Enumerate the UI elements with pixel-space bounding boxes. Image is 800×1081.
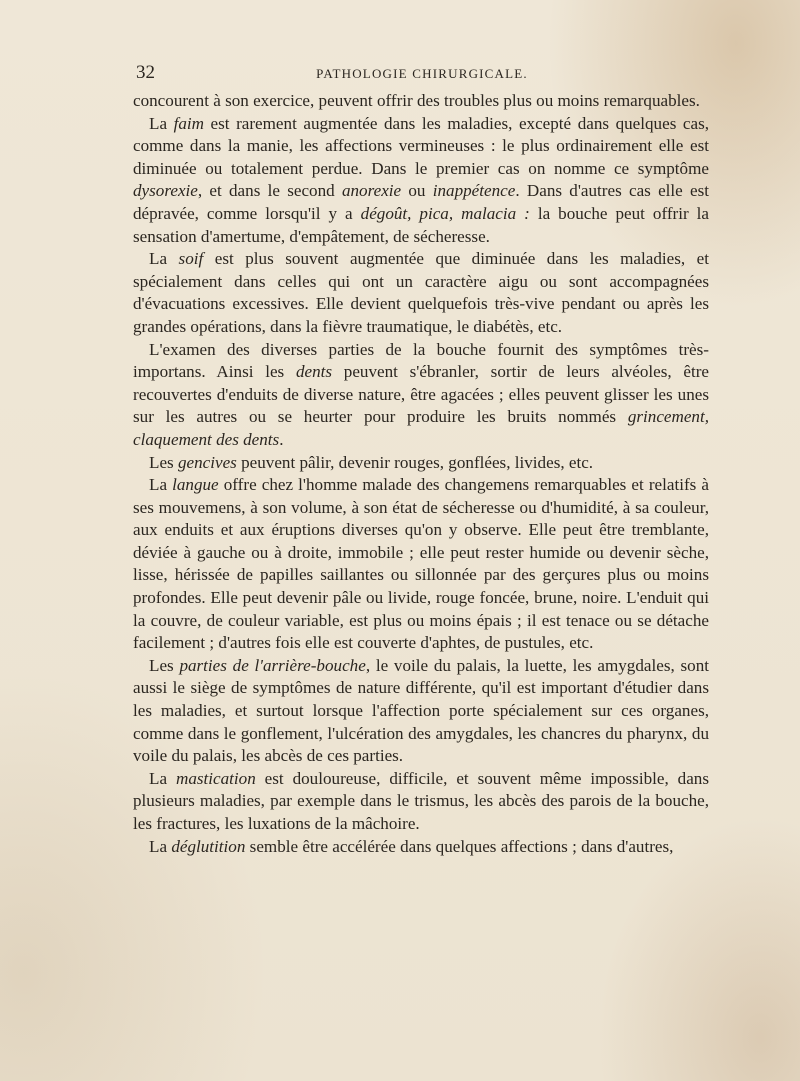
text-run: offre chez l'homme malade des changemens remarquables et relatifs à ses mouvemens, à son volume, à son état de sécheresse ou d'humidité, à sa couleur, aux enduits et aux éruptions diverses qu'on y observe. Elle peut être tremblante, déviée à gauche ou à droite, immobile ; elle peut rester humide ou devenir sèche, lisse, hérissée de papilles saillantes ou sillonnée par des gerçures plus ou moins profondes. Elle peut devenir pâle ou livide, rouge foncée, brune, noire. L'enduit qui la couvre, de couleur variable, est plus ou moins épais ; il est tenace ou se détache facilement ; d'autres fois elle est couverte d'aphtes, de pustules, etc. — [133, 475, 709, 653]
paragraph — [133, 339, 709, 452]
body-text — [133, 90, 709, 858]
paragraph — [133, 474, 709, 655]
italic-term: inappétence — [432, 181, 516, 201]
text-run: La — [149, 768, 176, 788]
italic-term: soif — [178, 249, 204, 269]
italic-term: grincement, claquement des dents — [133, 407, 709, 449]
text-run: . — [279, 429, 284, 449]
italic-term: dents — [295, 362, 333, 382]
text-run: Les — [149, 452, 178, 472]
text-run: La — [149, 475, 173, 495]
running-head: PATHOLOGIE CHIRURGICALE. — [316, 66, 528, 81]
text-run: peuvent pâlir, devenir rouges, gonflées, livides, etc. — [236, 452, 594, 472]
page-header — [136, 62, 708, 86]
text-run: concourent à son exercice, peuvent offrir des troubles plus ou moins remarquables. — [133, 91, 700, 110]
text-run: semble être accélérée dans quelques affections ; dans d'autres, — [245, 836, 674, 856]
italic-term: anorexie — [341, 181, 402, 201]
text-run: est rarement augmentée dans les maladies, excepté dans quelques cas, comme dans la manie, les affections vermineuses : le plus ordinairement elle est diminuée ou totalement perdue. Dans le premier cas on nomme ce symptôme — [133, 113, 709, 178]
paragraph — [133, 768, 709, 836]
text-run: est plus souvent augmentée que diminuée dans les maladies, et spécialement dans celles qui ont un caractère aigu ou sont accompagnées d'évacuations excessives. Elle devient quelquefois très-vive pendant ou après les grandes opérations, dans la fièvre traumatique, le diabétès, etc. — [133, 249, 709, 336]
paragraph — [133, 452, 709, 475]
italic-term: déglutition — [171, 836, 246, 856]
text-run: La — [149, 249, 179, 269]
text-run: Les — [149, 655, 180, 675]
page-number: 32 — [136, 62, 155, 83]
text-run: , et dans le second — [197, 181, 342, 201]
paragraph — [133, 655, 709, 768]
text-run: . Dans d'autres cas elle est dépravée, comme lorsqu'il y a — [133, 181, 709, 223]
text-run: , le voile du palais, la luette, les amygdales, sont aussi le siège de symptômes de nature différente, qu'il est important d'étudier dans les maladies, et surtout lorsque l'affection porte spécialement sur ces organes, comme dans le gonflement, l'ulcération des amygdales, les chancres du pharynx, du voile du palais, les abcès de ces parties. — [133, 655, 709, 766]
paragraph — [133, 248, 709, 338]
text-run: peuvent s'ébranler, sortir de leurs alvéoles, être recouvertes d'enduits de diverse nature, être agacées ; elles peuvent glisser les unes sur les autres ou se heurter pour produire les bruits nommés — [133, 362, 709, 427]
paragraph — [133, 90, 709, 113]
paragraph — [133, 836, 709, 859]
italic-term: dysorexie — [133, 181, 198, 201]
paragraph — [133, 113, 709, 249]
text-run: La — [149, 836, 172, 856]
text-run: La — [149, 113, 174, 133]
italic-term: gencives — [177, 452, 237, 472]
italic-term: faim — [173, 113, 204, 133]
text-run: est douloureuse, difficile, et souvent même impossible, dans plusieurs maladies, par exemple dans le trismus, les abcès des parois de la bouche, les fractures, les luxations de la mâchoire. — [133, 768, 709, 833]
italic-term: langue — [172, 475, 219, 495]
italic-term: parties de l'arrière-bouche — [179, 655, 366, 675]
italic-term: dégoût, pica, malacia : — [360, 203, 530, 223]
italic-term: mastication — [175, 768, 256, 788]
text-run: la bouche peut offrir la sensation d'amertume, d'empâtement, de sécheresse. — [133, 203, 709, 246]
text-run: L'examen des diverses parties de la bouche fournit des symptômes très-importans. Ainsi les — [133, 339, 709, 382]
text-run: ou — [401, 181, 433, 201]
